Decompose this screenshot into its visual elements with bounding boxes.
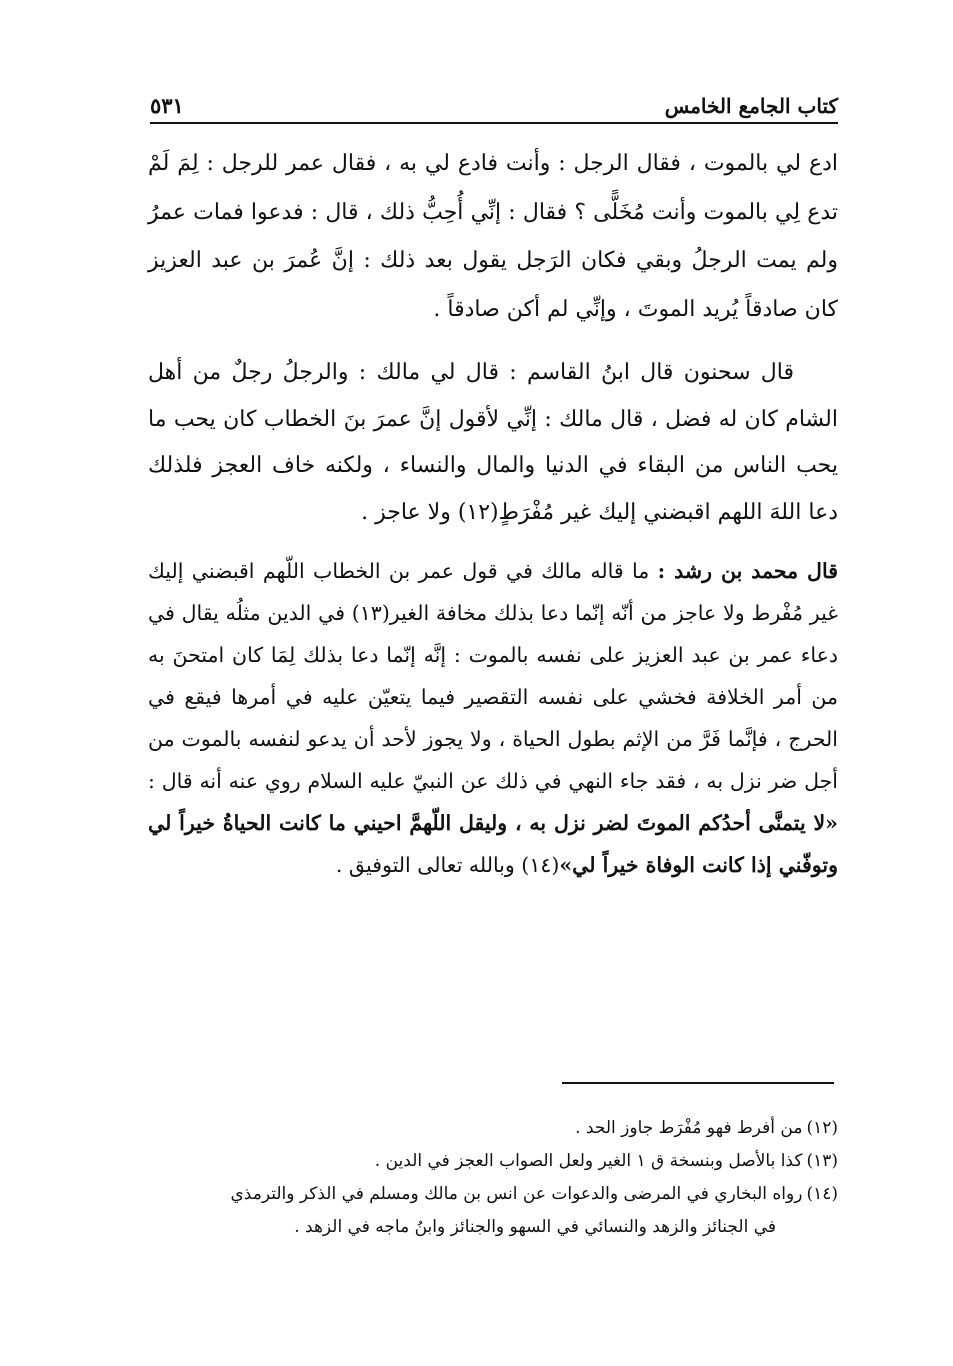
commentary-text: ما قاله مالك في قول عمر بن الخطاب اللّهم اقبضني إليك غير مُفْرط ولا عاجز من أنّه إنّما دعا بذلك مخافة الغير(١٣) في الدين مثلُه يقال في دعاء عمر بن عبد العزيز على نفسه بالموت : إنَّه إنّما دعا بذلك لِمَا كان امتحنَ به من أمر الخلافة فخشي على نفسه التقصير فيما يتعيّن عليه في أمرها فيقع في الحرج ، فإنَّما فَرَّ من الإثم بطول الحياة ، ولا يجوز لأحد أن يدعو لنفسه بالموت من أجل ضر نزل به ، فقد جاء النهي في ذلك عن النبيّ عليه السلام روي عنه أنه قال : — [148, 559, 839, 793]
footnote-text: من أفرط فهو مُفْرَط جاوز الحد . — [575, 1118, 803, 1138]
commentary-end: (١٤) وبالله تعالى التوفيق . — [335, 853, 560, 877]
footnote-separator — [562, 1082, 834, 1084]
footnote-14 — [138, 1178, 838, 1211]
paragraph-3 — [148, 550, 838, 886]
main-text — [148, 140, 838, 886]
page-header — [150, 78, 838, 124]
commentary-lead: قال محمد بن رشد : — [657, 559, 838, 583]
hadith-quote: «لا يتمنَّى أحدُكم الموتَ لضر نزل به ، وليقل اللّهمَّ احيني ما كانت الحياةُ خيراً لي وتوفّني إذا كانت الوفاة خيراً لي» — [148, 811, 838, 877]
footnote-number: (١٣) — [806, 1151, 838, 1171]
running-title: كتاب الجامع الخامس — [664, 94, 838, 118]
footnote-text: رواه البخاري في المرضى والدعوات عن انس بن مالك ومسلم في الذكر والترمذي — [230, 1184, 803, 1204]
footnotes — [138, 1112, 838, 1244]
footnote-13 — [138, 1145, 838, 1178]
footnote-text: كذا بالأصل وبنسخة ق ١ الغير ولعل الصواب العجز في الدين . — [374, 1151, 803, 1171]
paragraph-2: قال سحنون قال ابنُ القاسم : قال لي مالك : والرجلُ رجلٌ من أهل الشام كان له فضل ، قال مالك : إنِّي لأقول إنَّ عمرَ بنَ الخطاب كان يحب ما يحب الناس من البقاء في الدنيا والمال والنساء ، ولكنه خاف العجز فلذلك دعا اللهَ اللهم اقبضني إليك غير مُفْرَطٍ(١٢) ولا عاجز . — [148, 360, 838, 525]
footnote-number: (١٢) — [806, 1118, 838, 1138]
footnote-number: (١٤) — [806, 1184, 838, 1204]
paragraph-1: ادع لي بالموت ، فقال الرجل : وأنت فادع لي به ، فقال عمر للرجل : لِمَ لَمْ تدع لِي بالموت وأنت مُخَلًّى ؟ فقال : إنِّي أُحِبُّ ذلك ، قال : فدعوا فمات عمرُ ولم يمت الرجلُ وبقي فكان الرَجل يقول بعد ذلك : إنَّ عُمرَ بن عبد العزيز كان صادقاً يُريد الموتَ ، وإنِّي لم أكن صادقاً . — [148, 151, 838, 322]
page-number: ٥٣١ — [150, 93, 184, 118]
footnote-14-continued: في الجنائز والزهد والنسائي في السهو والجنائز وابنُ ماجه في الزهد . — [294, 1217, 776, 1237]
footnote-12 — [138, 1112, 838, 1145]
